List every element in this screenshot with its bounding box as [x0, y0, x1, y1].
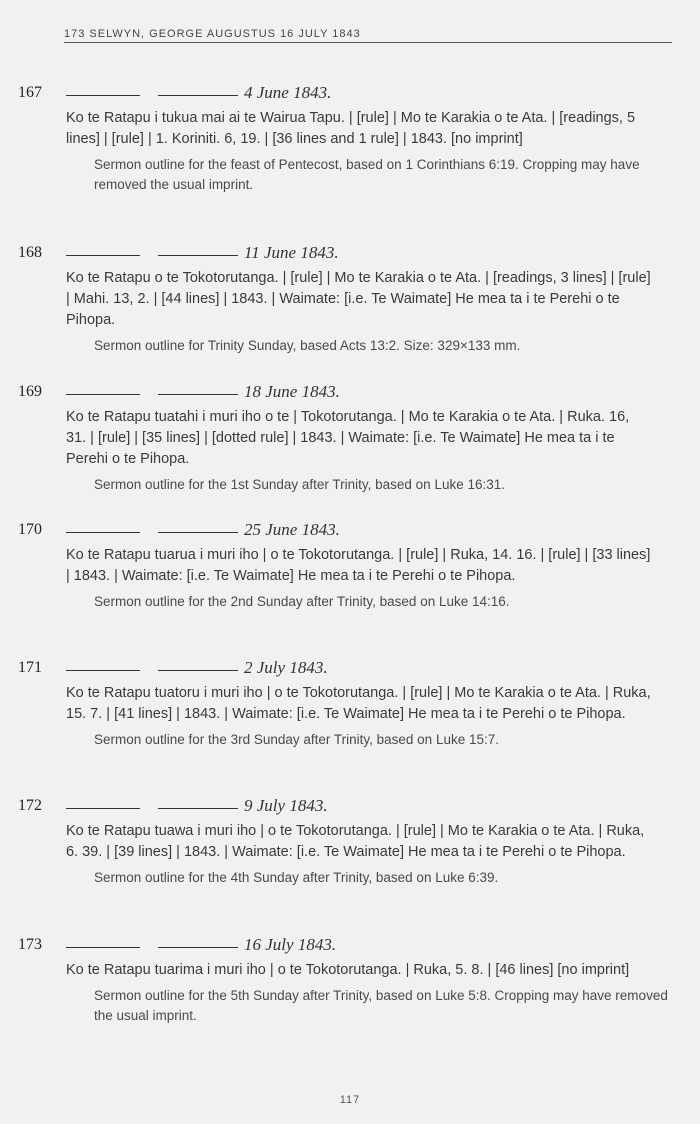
- entry-date: 2 July 1843.: [244, 658, 328, 677]
- entry-transcription: Ko te Ratapu tuatahi i muri iho o te | Tokotorutanga. | Mo te Karakia o te Ata. | Ruka. 16, 31. | [rule] | [35 lines] | [dotted rule] | 1843. | Waimate: [i.e. Te Waimate] He mea ta i te Perehi o te Pihopa.: [66, 409, 630, 467]
- entry-number: 172: [18, 797, 42, 814]
- author-dash: [66, 947, 140, 948]
- author-dash: [66, 808, 140, 809]
- author-dash: [66, 532, 140, 533]
- entry-number: 168: [18, 244, 42, 261]
- entry-date: 4 June 1843.: [244, 83, 332, 102]
- entry-note: Sermon outline for the 3rd Sunday after Trinity, based on Luke 15:7.: [94, 732, 499, 747]
- title-dash: [158, 255, 238, 256]
- author-dash: [66, 255, 140, 256]
- title-dash: [158, 532, 238, 533]
- entry-169: [18, 383, 658, 495]
- entry-date: 11 June 1843.: [244, 243, 339, 262]
- author-dash: [66, 394, 140, 395]
- title-dash: [158, 808, 238, 809]
- author-dash: [66, 670, 140, 671]
- author-dash: [66, 95, 140, 96]
- entry-date: 9 July 1843.: [244, 796, 328, 815]
- title-dash: [158, 95, 238, 96]
- entry-transcription: Ko te Ratapu i tukua mai ai te Wairua Tapu. | [rule] | Mo te Karakia o te Ata. | [readings, 5 lines] | [rule] | 1. Koriniti. 6, 19. | [36 lines and 1 rule] | 1843. [no imprint]: [66, 110, 636, 147]
- entry-number: 169: [18, 383, 42, 400]
- entry-transcription: Ko te Ratapu tuatoru i muri iho | o te Tokotorutanga. | [rule] | Mo te Karakia o te Ata. | Ruka, 15. 7. | [41 lines] | 1843. | Waimate: [i.e. Te Waimate] He mea ta i te Perehi o te Pihopa.: [66, 685, 651, 722]
- entry-172: [18, 797, 658, 888]
- entry-170: [18, 521, 658, 612]
- entry-note: Sermon outline for the 5th Sunday after Trinity, based on Luke 5:8. Cropping may have removed the usual imprint.: [94, 988, 668, 1023]
- entry-transcription: Ko te Ratapu tuarima i muri iho | o te Tokotorutanga. | Ruka, 5. 8. | [46 lines] [no imprint]: [66, 962, 630, 978]
- entry-167: [18, 84, 658, 195]
- entry-171: [18, 659, 658, 750]
- title-dash: [158, 670, 238, 671]
- entry-date: 16 July 1843.: [244, 935, 337, 954]
- entry-168: [18, 244, 658, 356]
- entry-transcription: Ko te Ratapu tuawa i muri iho | o te Tokotorutanga. | [rule] | Mo te Karakia o te Ata. | Ruka, 6. 39. | [39 lines] | 1843. | Waimate: [i.e. Te Waimate] He mea ta i te Perehi o te Pihopa.: [66, 823, 645, 860]
- entry-173: [18, 935, 668, 1026]
- entry-note: Sermon outline for the 2nd Sunday after Trinity, based on Luke 14:16.: [94, 594, 510, 609]
- running-header: 173 SELWYN, GEORGE AUGUSTUS 16 JULY 1843: [64, 28, 672, 43]
- entry-note: Sermon outline for Trinity Sunday, based Acts 13:2. Size: 329×133 mm.: [94, 338, 521, 353]
- entry-note: Sermon outline for the 1st Sunday after Trinity, based on Luke 16:31.: [94, 477, 505, 492]
- entry-note: Sermon outline for the feast of Pentecost, based on 1 Corinthians 6:19. Cropping may have removed the usual imprint.: [94, 157, 640, 192]
- entry-transcription: Ko te Ratapu o te Tokotorutanga. | [rule] | Mo te Karakia o te Ata. | [readings, 3 lines] | [rule] | Mahi. 13, 2. | [44 lines] | 1843. | Waimate: [i.e. Te Waimate] He mea ta i te Perehi o te Pihopa.: [66, 270, 651, 328]
- entry-number: 167: [18, 84, 42, 101]
- page-number: 117: [339, 1094, 361, 1106]
- title-dash: [158, 947, 238, 948]
- entry-number: 171: [18, 659, 42, 676]
- title-dash: [158, 394, 238, 395]
- entry-note: Sermon outline for the 4th Sunday after Trinity, based on Luke 6:39.: [94, 870, 499, 885]
- entry-date: 18 June 1843.: [244, 382, 340, 401]
- entry-number: 170: [18, 521, 42, 538]
- entry-transcription: Ko te Ratapu tuarua i muri iho | o te Tokotorutanga. | [rule] | Ruka, 14. 16. | [rule] | [33 lines] | 1843. | Waimate: [i.e. Te Waimate] He mea ta i te Perehi o te Pihopa.: [66, 547, 651, 584]
- entry-number: 173: [18, 936, 42, 953]
- entry-date: 25 June 1843.: [244, 520, 340, 539]
